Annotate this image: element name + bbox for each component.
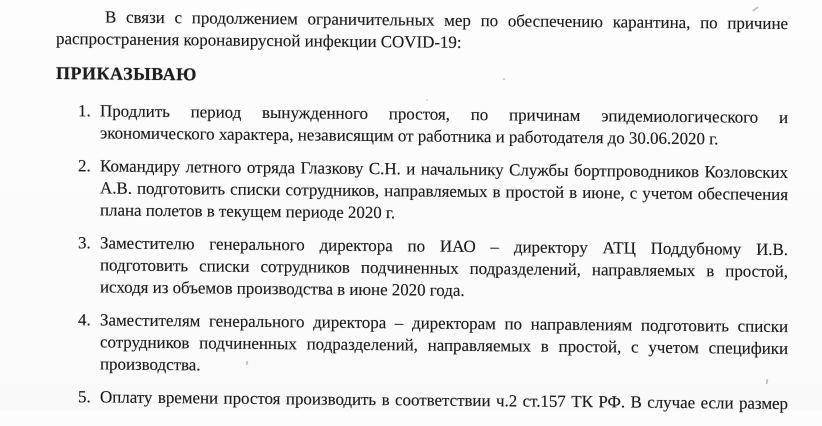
order-heading: ПРИКАЗЫВАЮ xyxy=(56,63,197,85)
item-line: плана полетов в текущем периоде 2020 г. xyxy=(100,200,396,223)
item-text xyxy=(100,232,788,305)
item-line: сотрудников подчиненных подразделений, направляемых в простой, с учетом специфики xyxy=(100,332,788,359)
item-text xyxy=(100,309,788,382)
item-line: А.В. подготовить списки сотрудников, направляемых в простой в июне, с учетом обеспечения xyxy=(100,178,788,205)
order-item-3 xyxy=(56,232,788,305)
item-line: производства. xyxy=(100,354,201,375)
item-number: 5. xyxy=(78,387,91,407)
order-list xyxy=(56,100,788,415)
document-text-block xyxy=(56,6,788,426)
order-item-1 xyxy=(56,100,788,151)
intro-line: В связи с продолжением ограничительных мер по обеспечению карантина, по причине xyxy=(105,7,788,34)
scan-speck xyxy=(503,78,505,80)
item-number: 4. xyxy=(78,310,91,330)
item-line: Продлить период вынужденного простоя, по причинам эпидемиологического и xyxy=(100,101,788,128)
item-line: подготовить списки сотрудников подчиненных подразделений, направляемых в простой, xyxy=(100,255,788,282)
order-item-4 xyxy=(56,309,788,382)
scan-speck xyxy=(752,6,759,12)
item-number: 1. xyxy=(78,101,91,121)
item-text xyxy=(100,155,788,228)
item-line: исходя из объемов производства в июне 2020 года. xyxy=(100,277,465,300)
item-line: Заместителям генерального директора – директорам по направлениям подготовить списки xyxy=(100,310,788,337)
scan-speck xyxy=(426,99,428,101)
item-line: Командиру летного отряда Глазкову С.Н. и начальнику Службы бортпроводников Козловских xyxy=(100,156,788,183)
item-line: Заместителю генерального директора по ИАО – директору АТЦ Поддубному И.В. xyxy=(100,233,788,260)
intro-line: распространения коронавирусной инфекции COVID-19: xyxy=(56,29,462,52)
item-line: Оплату времени простоя производить в соответствии ч.2 ст.157 ТК РФ. В случае если размер xyxy=(100,387,788,414)
item-text xyxy=(100,100,788,151)
item-line: экономического характера, независящим от работника и работодателя до 30.06.2020 г. xyxy=(100,123,719,149)
item-number: 3. xyxy=(78,233,91,253)
item-number: 2. xyxy=(78,156,91,176)
order-item-2 xyxy=(56,155,788,228)
intro-paragraph xyxy=(56,6,788,57)
